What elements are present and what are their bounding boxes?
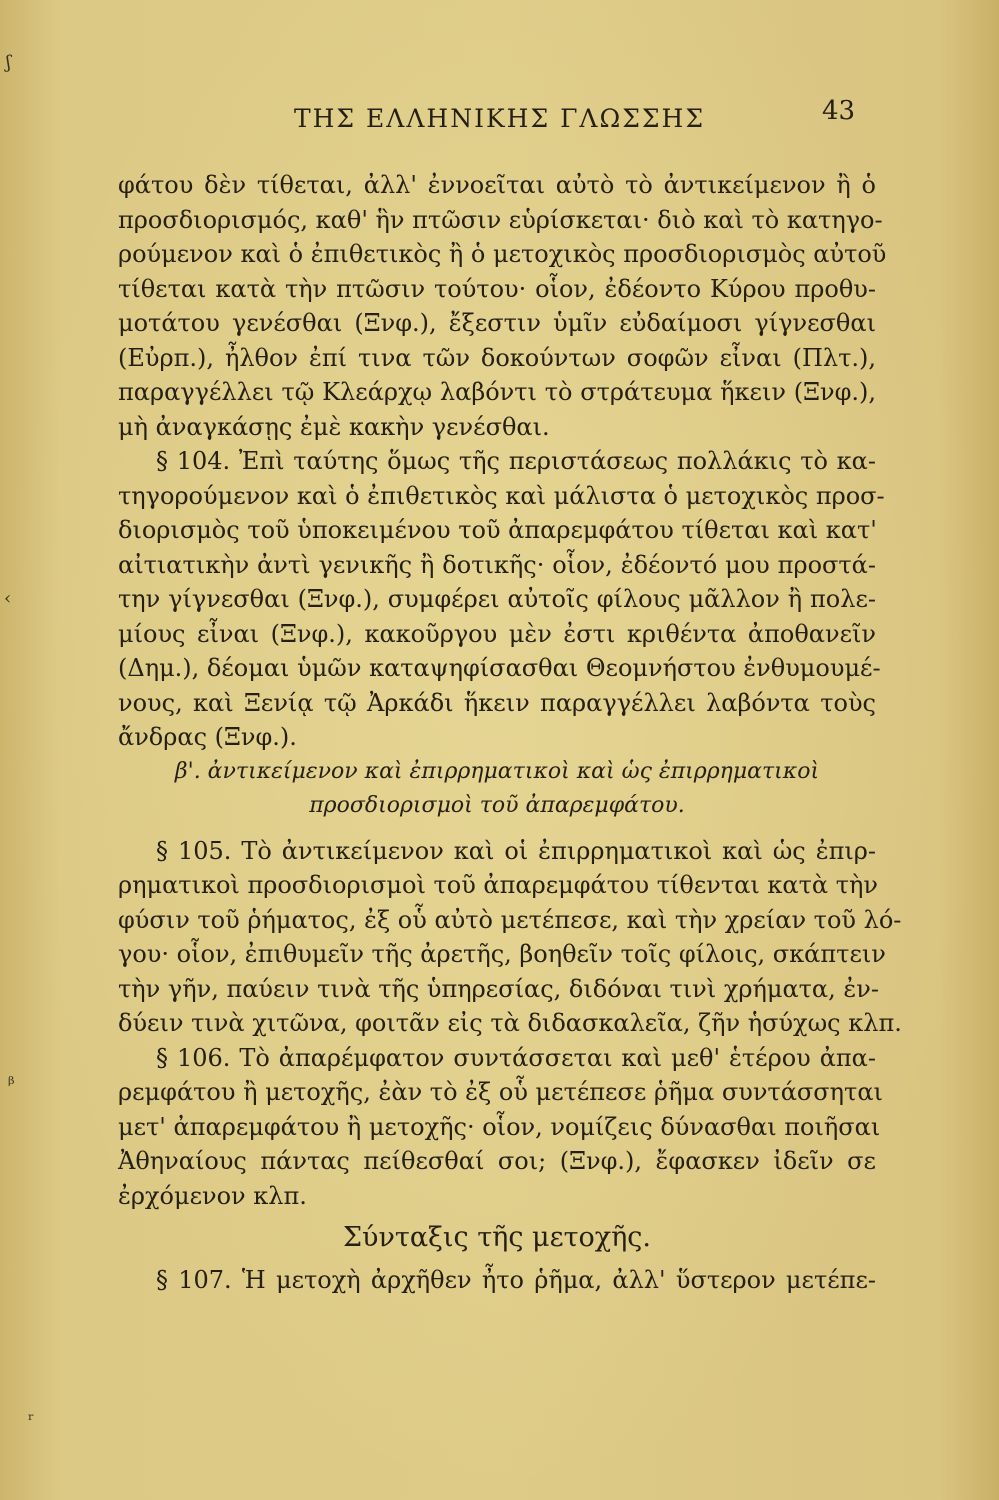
- subheading-line: β'. ἀντικείμενον καὶ ἐπιρρηματικοὶ καὶ ὡς ἐπιρρηματικοὶ: [174, 758, 820, 784]
- text-line: (Εὐρπ.), ἦλθον ἐπί τινα τῶν δοκούντων σοφῶν εἶναι (Πλτ.),: [118, 343, 876, 372]
- text-line: τηγορούμενον καὶ ὁ ἐπιθετικὸς καὶ μάλιστα ὁ μετοχικὸς προσ-: [118, 481, 885, 510]
- text-line: ἄνδρας (Ξνφ.).: [118, 723, 297, 751]
- text-line: § 104. Ἐπὶ ταύτης ὅμως τῆς περιστάσεως πολλάκις τὸ κα-: [156, 447, 876, 475]
- text-block: [118, 168, 902, 1298]
- paragraph-106: [118, 1041, 883, 1214]
- paragraph-continued: [118, 168, 887, 444]
- text-line: διορισμὸς τοῦ ὑποκειμένου τοῦ ἀπαρεμφάτου τίθεται καὶ κατ': [118, 516, 877, 544]
- text-line: αἰτιατικὴν ἀντὶ γενικῆς ἢ δοτικῆς· οἷον, ἐδέοντό μου προστά-: [118, 550, 876, 579]
- margin-speck: ᵦ: [8, 1068, 15, 1089]
- margin-speck: ʳ: [28, 1410, 35, 1431]
- text-line: φάτου δὲν τίθεται, ἀλλ' ἐννοεῖται αὐτὸ τὸ ἀντικείμενον ἢ ὁ: [118, 171, 876, 199]
- text-line: § 107. Ἡ μετοχὴ ἀρχῆθεν ἦτο ῥῆμα, ἀλλ' ὕστερον μετέπε-: [156, 1266, 876, 1294]
- text-line: τίθεται κατὰ τὴν πτῶσιν τούτου· οἷον, ἐδέοντο Κύρου προθυ-: [118, 274, 876, 303]
- spacer: [118, 824, 876, 834]
- text-line: νους, καὶ Ξενίᾳ τῷ Ἀρκάδι ἥκειν παραγγέλλει λαβόντα τοὺς: [118, 688, 876, 717]
- text-line: προσδιορισμός, καθ' ἣν πτῶσιν εὑρίσκεται· διὸ καὶ τὸ κατηγο-: [118, 205, 883, 234]
- text-line: Ἀθηναίους πάντας πείθεσθαί σοι; (Ξνφ.), ἔφασκεν ἰδεῖν σε: [118, 1147, 876, 1175]
- subheading: [118, 755, 876, 824]
- margin-speck: ‹: [4, 588, 12, 609]
- running-head: ΤΗΣ ΕΛΛΗΝΙΚΗΣ ΓΛΩΣΣΗΣ: [293, 104, 706, 133]
- text-line: μὴ ἀναγκάσῃς ἐμὲ κακὴν γενέσθαι.: [118, 412, 550, 441]
- margin-speck: ʃ: [6, 52, 11, 73]
- text-line: την γίγνεσθαι (Ξνφ.), συμφέρει αὐτοῖς φίλους μᾶλλον ἢ πολε-: [118, 585, 876, 613]
- text-line: (Δημ.), δέομαι ὑμῶν καταψηφίσασθαι Θεομνήστου ἐνθυμουμέ-: [118, 654, 881, 682]
- text-line: μοτάτου γενέσθαι (Ξνφ.), ἔξεστιν ὑμῖν εὐδαίμοσι γίγνεσθαι: [118, 309, 876, 337]
- text-line: § 105. Τὸ ἀντικείμενον καὶ οἱ ἐπιρρηματικοὶ καὶ ὡς ἐπιρ-: [156, 836, 876, 865]
- page-number: 43: [822, 96, 856, 126]
- text-line: ρεμφάτου ἢ μετοχῆς, ἐὰν τὸ ἐξ οὗ μετέπεσε ῥῆμα συντάσσηται: [118, 1078, 883, 1106]
- paragraph-107: [118, 1263, 876, 1298]
- text-line: μίους εἶναι (Ξνφ.), κακοῦργου μὲν ἐστι κριθέντα ἀποθανεῖν: [118, 619, 876, 648]
- text-line: δύειν τινὰ χιτῶνα, φοιτᾶν εἰς τὰ διδασκαλεῖα, ζῆν ἡσύχως κλπ.: [118, 1009, 902, 1037]
- text-line: ρούμενον καὶ ὁ ἐπιθετικὸς ἢ ὁ μετοχικὸς προσδιορισμὸς αὐτοῦ: [118, 240, 887, 268]
- text-line: τὴν γῆν, παύειν τινὰ τῆς ὑπηρεσίας, διδόναι τινὶ χρήματα, ἐν-: [118, 974, 879, 1003]
- paragraph-105: [118, 834, 902, 1041]
- text-line: παραγγέλλει τῷ Κλεάρχῳ λαβόντι τὸ στράτευμα ἥκειν (Ξνφ.),: [118, 378, 876, 406]
- paragraph-104: [118, 444, 885, 755]
- text-line: γου· οἷον, ἐπιθυμεῖν τῆς ἀρετῆς, βοηθεῖν τοῖς φίλοις, σκάπτειν: [118, 940, 886, 968]
- text-line: φύσιν τοῦ ῥήματος, ἐξ οὗ αὐτὸ μετέπεσε, καὶ τὴν χρείαν τοῦ λό-: [118, 905, 902, 934]
- text-line: μετ' ἀπαρεμφάτου ἢ μετοχῆς· οἷον, νομίζεις δύνασθαι ποιῆσαι: [118, 1112, 881, 1141]
- section-title: Σύνταξις τῆς μετοχῆς.: [342, 1222, 652, 1253]
- text-line: ἐρχόμενον κλπ.: [118, 1181, 307, 1210]
- text-line: ρηματικοὶ προσδιορισμοὶ τοῦ ἀπαρεμφάτου τίθενται κατὰ τὴν: [118, 871, 878, 899]
- subheading-line: προσδιορισμοὶ τοῦ ἀπαρεμφάτου.: [309, 793, 685, 818]
- text-line: § 106. Τὸ ἀπαρέμφατον συντάσσεται καὶ μεθ' ἑτέρου ἀπα-: [156, 1043, 876, 1072]
